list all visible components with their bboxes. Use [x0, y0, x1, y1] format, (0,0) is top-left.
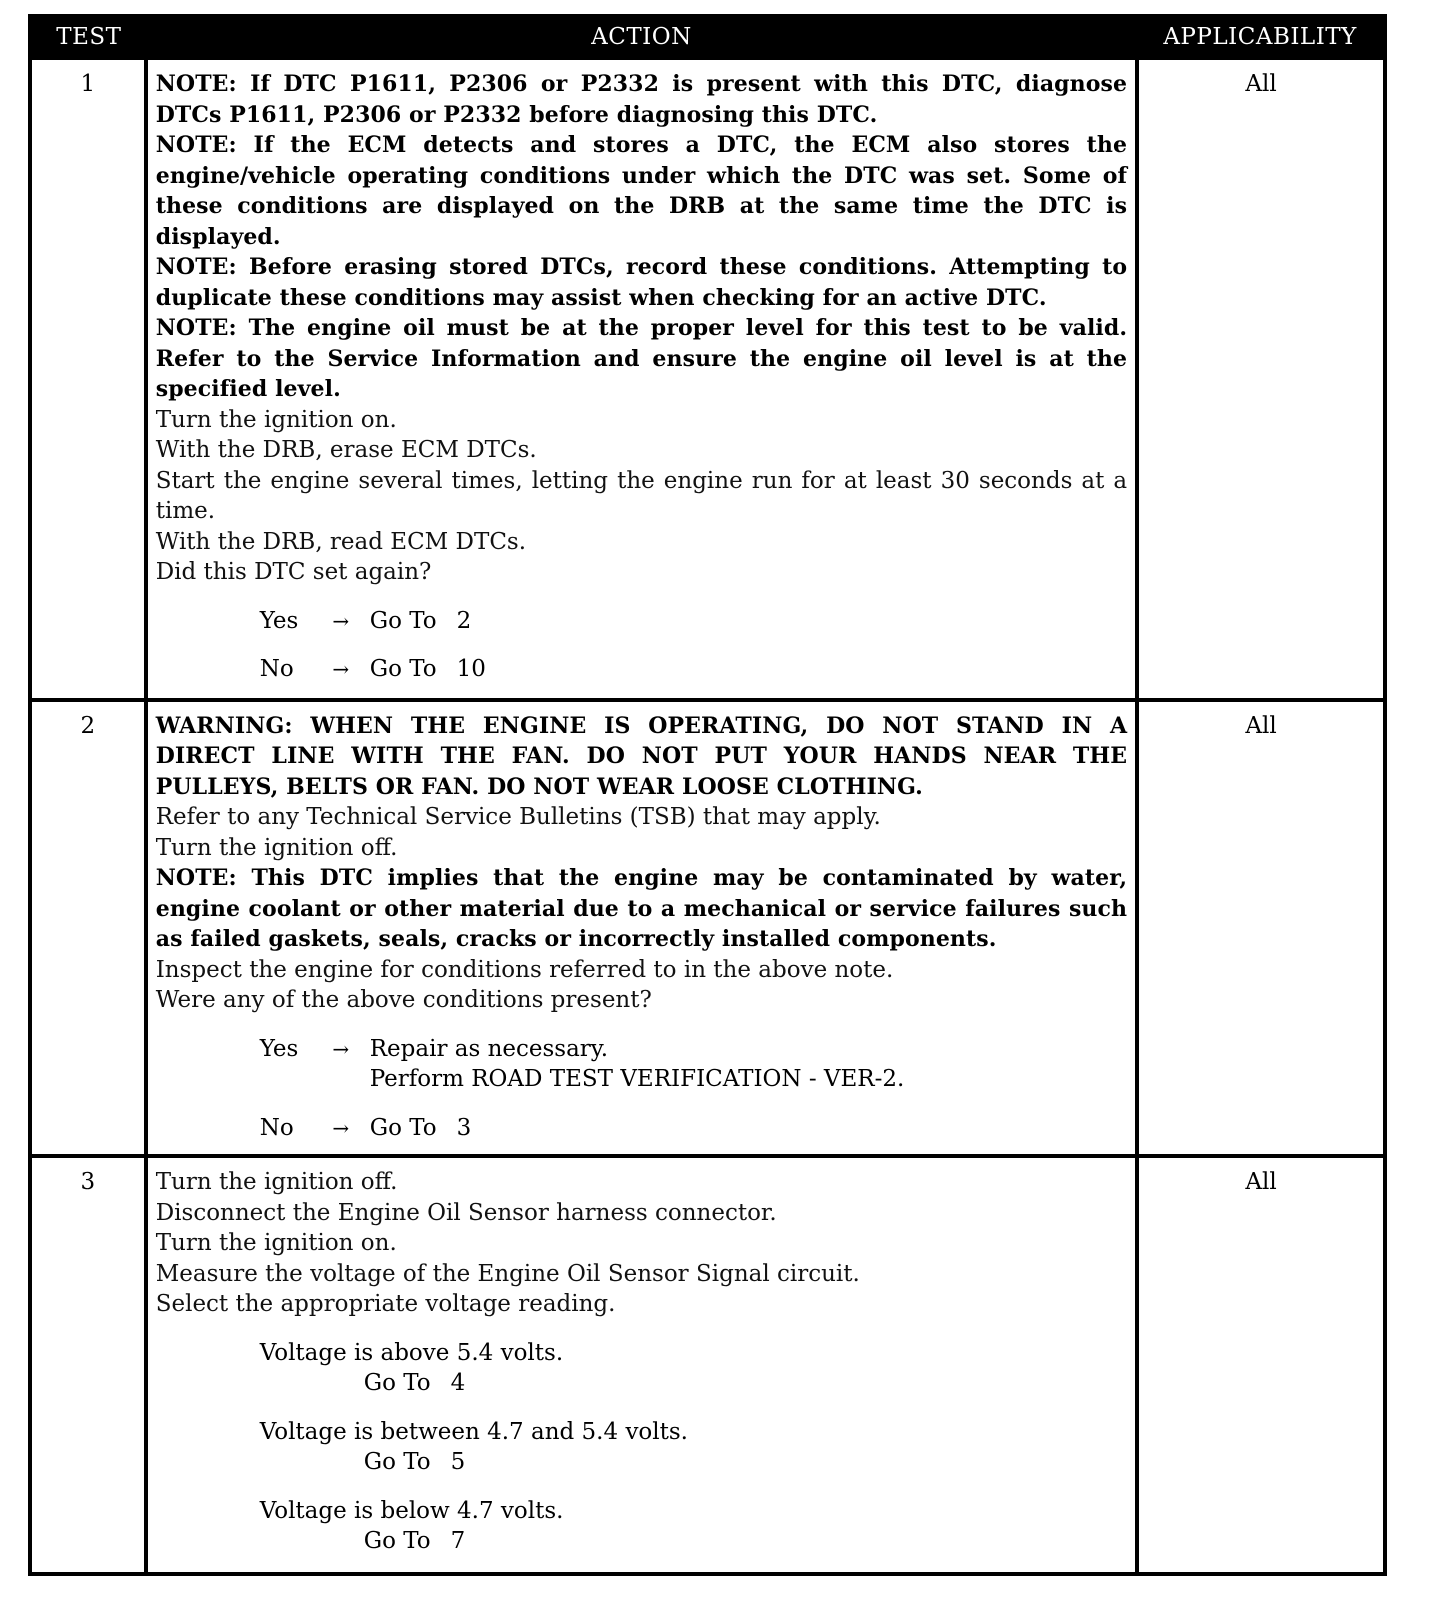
header-row: [30, 16, 1385, 58]
answer-instructions: [370, 1034, 905, 1095]
instruction: Repair as necessary.: [369, 1035, 609, 1062]
question: Did this DTC set again?: [155, 559, 432, 585]
goto-label: Go To: [369, 1114, 437, 1141]
answer-yes: [260, 606, 1127, 637]
note: NOTE: If DTC P1611, P2306 or P2332 is present with this DTC, diagnose DTCs P1611, P2306 or P2332 before diagnosing this DTC.: [155, 71, 1128, 128]
voltage-goto: [260, 1447, 1127, 1478]
right-arrow-icon: →: [332, 1036, 350, 1061]
step: Turn the ignition on.: [155, 406, 397, 433]
warning: WARNING: WHEN THE ENGINE IS OPERATING, DO NOT STAND IN A DIRECT LINE WITH THE FAN. DO NOT PUT YOUR HANDS NEAR THE PULLEYS, BELTS OR FAN. DO NOT WEAR LOOSE CLOTHING.: [155, 712, 1128, 800]
step: With the DRB, erase ECM DTCs.: [155, 437, 537, 463]
action-cell: [146, 700, 1137, 1157]
goto-target: 7: [450, 1528, 466, 1555]
note: NOTE: If the ECM detects and stores a DTC, the ECM also stores the engine/vehicle operating conditions under which the DTC was set. Some of these conditions are displayed on the DRB at the same time the DTC is displayed.: [155, 132, 1128, 250]
answer-key: Yes: [259, 1035, 299, 1062]
goto-label: Go To: [363, 1528, 431, 1555]
answer-no: [260, 654, 1127, 685]
right-arrow-icon: →: [332, 1115, 350, 1140]
note: NOTE: The engine oil must be at the proper level for this test to be valid. Refer to the Service Information and ensure the engine oil level is at the specified level.: [155, 315, 1128, 402]
action-cell: [146, 58, 1137, 700]
note: NOTE: This DTC implies that the engine may be contaminated by water, engine coolant or other material due to a mechanical or service failures such as failed gaskets, seals, cracks or incorrectly installed components.: [155, 865, 1128, 953]
step: Measure the voltage of the Engine Oil Sensor Signal circuit.: [155, 1260, 860, 1287]
action-cell: [146, 1156, 1137, 1574]
answer-list: [156, 606, 1127, 685]
test-row-2: [30, 700, 1385, 1157]
goto-target: 10: [456, 656, 486, 682]
goto-target: 2: [456, 607, 472, 634]
voltage-condition: Voltage is below 4.7 volts.: [259, 1497, 564, 1524]
test-row-1: [30, 58, 1385, 700]
right-arrow-icon: →: [332, 608, 350, 633]
header-applicability: APPLICABILITY: [1137, 16, 1385, 58]
answer-list: [156, 1034, 1127, 1144]
header-action: ACTION: [146, 16, 1137, 58]
applicability-cell: All: [1137, 1156, 1385, 1574]
note: NOTE: Before erasing stored DTCs, record these conditions. Attempting to duplicate these conditions may assist when checking for an active DTC.: [155, 254, 1128, 311]
right-arrow-icon: →: [332, 657, 350, 681]
question: Were any of the above conditions present?: [155, 987, 652, 1014]
answer-key: No: [259, 1114, 294, 1141]
step: Start the engine several times, letting the engine run for at least 30 seconds at a time.: [155, 467, 1128, 524]
voltage-option: [260, 1496, 1127, 1557]
step: Disconnect the Engine Oil Sensor harness connector.: [155, 1199, 777, 1226]
goto-target: 3: [456, 1114, 472, 1141]
answer-yes: [260, 1034, 1127, 1095]
goto-target: 5: [450, 1449, 466, 1476]
goto-label: Go To: [369, 607, 437, 634]
goto-label: Go To: [363, 1370, 431, 1397]
voltage-option: [260, 1417, 1127, 1478]
goto-label: Go To: [363, 1449, 431, 1476]
voltage-goto: [260, 1368, 1127, 1399]
test-row-3: [30, 1156, 1385, 1574]
step: Turn the ignition on.: [155, 1230, 397, 1257]
step: With the DRB, read ECM DTCs.: [155, 528, 527, 555]
step: Turn the ignition off.: [155, 1169, 398, 1196]
header-test: TEST: [30, 16, 146, 58]
voltage-condition: Voltage is between 4.7 and 5.4 volts.: [259, 1418, 688, 1445]
voltage-condition: Voltage is above 5.4 volts.: [259, 1339, 564, 1366]
step: Turn the ignition off.: [155, 834, 398, 861]
test-number: 3: [30, 1156, 146, 1574]
step: Inspect the engine for conditions referred to in the above note.: [155, 956, 894, 983]
voltage-goto: [260, 1526, 1127, 1557]
goto-label: Go To: [369, 656, 437, 682]
answer-key: No: [259, 656, 294, 682]
test-number: 2: [30, 700, 146, 1157]
applicability-cell: All: [1137, 700, 1385, 1157]
step: Refer to any Technical Service Bulletins (TSB) that may apply.: [155, 804, 881, 831]
voltage-option: [260, 1338, 1127, 1399]
applicability-cell: All: [1137, 58, 1385, 700]
instruction: Perform ROAD TEST VERIFICATION - VER-2.: [369, 1066, 905, 1093]
goto-target: 4: [450, 1370, 466, 1397]
answer-no: [260, 1113, 1127, 1144]
voltage-options: [156, 1338, 1127, 1557]
answer-key: Yes: [259, 607, 299, 634]
test-number: 1: [30, 58, 146, 700]
step: Select the appropriate voltage reading.: [155, 1291, 616, 1318]
diagnostic-test-table: [28, 14, 1387, 1576]
